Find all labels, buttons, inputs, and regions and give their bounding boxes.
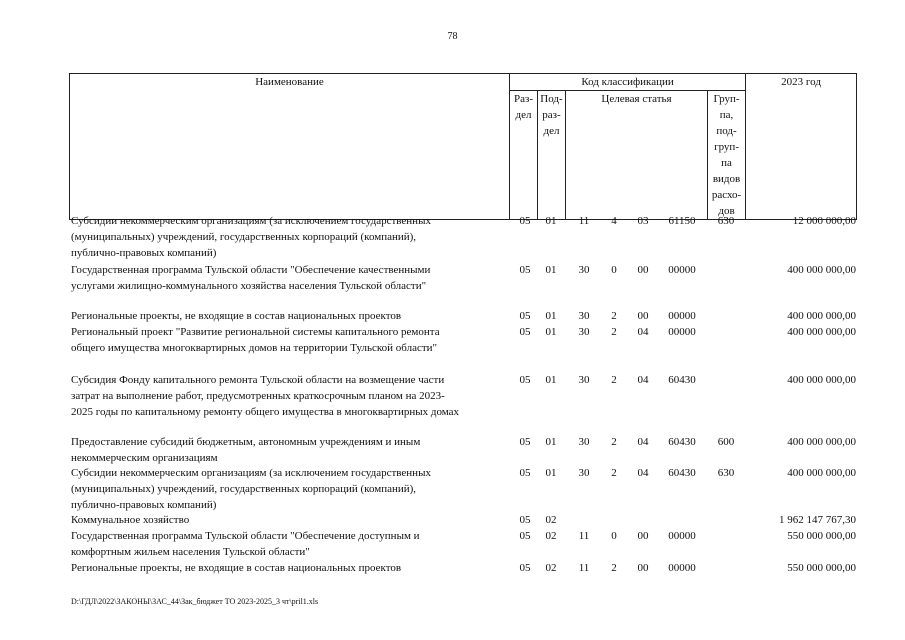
cell-razdel: 05: [519, 326, 531, 338]
cell-t3: 00: [637, 562, 649, 574]
header-razdel: Раз- дел: [510, 91, 538, 220]
cell-t4: 60430: [668, 374, 696, 386]
row-name-line: 2025 годы по капитальному ремонту общего имущества в многоквартирных домах: [71, 406, 460, 418]
cell-t2: 2: [611, 326, 617, 338]
cell-podrazdel: 01: [545, 215, 557, 227]
cell-razdel: 05: [519, 530, 531, 542]
cell-t2: 2: [611, 467, 617, 479]
row-name: [71, 465, 511, 513]
row-name-line: услугами жилищно-коммунального хозяйства населения Тульской области": [71, 280, 427, 292]
cell-amount: 400 000 000,00: [787, 264, 856, 276]
cell-t2: 2: [611, 436, 617, 448]
cell-amount: 550 000 000,00: [787, 530, 856, 542]
cell-t4: 00000: [668, 264, 696, 276]
cell-t1: 30: [578, 310, 590, 322]
row-name-line: комфортным жильем населения Тульской области": [71, 546, 310, 558]
row-name: [71, 324, 511, 356]
cell-podrazdel: 02: [545, 562, 557, 574]
cell-t3: 04: [637, 467, 649, 479]
cell-t2: 0: [611, 530, 617, 542]
cell-podrazdel: 02: [545, 530, 557, 542]
cell-amount: 400 000 000,00: [787, 436, 856, 448]
cell-razdel: 05: [519, 467, 531, 479]
cell-t4: 00000: [668, 310, 696, 322]
header-year: 2023 год: [746, 74, 857, 220]
cell-t3: 03: [637, 215, 649, 227]
row-name: [71, 308, 511, 324]
cell-t4: 60430: [668, 467, 696, 479]
cell-amount: 400 000 000,00: [787, 374, 856, 386]
row-name-line: общего имущества многоквартирных домов на территории Тульской области": [71, 342, 438, 354]
row-name-line: Региональные проекты, не входящие в состав национальных проектов: [71, 562, 402, 574]
cell-razdel: 05: [519, 215, 531, 227]
row-name-line: Региональный проект "Развитие региональной системы капитального ремонта: [71, 326, 440, 338]
cell-t2: 4: [611, 215, 617, 227]
cell-t1: 30: [578, 374, 590, 386]
row-name-line: Региональные проекты, не входящие в состав национальных проектов: [71, 310, 402, 322]
cell-t1: 30: [578, 326, 590, 338]
cell-razdel: 05: [519, 514, 531, 526]
row-name: [71, 262, 511, 294]
page-number: 78: [447, 31, 458, 42]
cell-t4: 00000: [668, 562, 696, 574]
cell-podrazdel: 02: [545, 514, 557, 526]
row-name: [71, 372, 511, 420]
cell-podrazdel: 01: [545, 326, 557, 338]
row-name-line: Предоставление субсидий бюджетным, автономным учреждениям и иным: [71, 436, 421, 448]
cell-razdel: 05: [519, 310, 531, 322]
row-name-line: (муниципальных) учреждений, государственных корпораций (компаний),: [71, 231, 417, 243]
row-name-line: затрат на выполнение работ, предусмотренных краткосрочным планом на 2023-: [71, 390, 445, 402]
cell-t3: 00: [637, 530, 649, 542]
table-header: [69, 73, 856, 217]
cell-podrazdel: 01: [545, 436, 557, 448]
cell-t1: 11: [578, 562, 590, 574]
cell-grp: 630: [717, 215, 735, 227]
row-name: [71, 512, 511, 528]
row-name-line: Государственная программа Тульской области "Обеспечение качественными: [71, 264, 431, 276]
cell-podrazdel: 01: [545, 374, 557, 386]
cell-t3: 04: [637, 436, 649, 448]
row-name-line: некоммерческим организациям: [71, 452, 218, 464]
cell-t4: 60430: [668, 436, 696, 448]
cell-razdel: 05: [519, 374, 531, 386]
row-name-line: публично-правовых компаний): [71, 499, 217, 511]
header-group: Груп- па, под- груп- па видов расхо- дов: [708, 91, 746, 220]
row-name-line: Коммунальное хозяйство: [71, 514, 190, 526]
row-name-line: Субсидии некоммерческим организациям (за исключением государственных: [71, 215, 431, 227]
row-name: [71, 434, 511, 466]
row-name-line: Субсидии некоммерческим организациям (за исключением государственных: [71, 467, 431, 479]
cell-t1: 11: [578, 530, 590, 542]
cell-t3: 04: [637, 374, 649, 386]
header-code: Код классификации: [510, 74, 746, 91]
cell-t1: 30: [578, 436, 590, 448]
row-name-line: Государственная программа Тульской области "Обеспечение доступным и: [71, 530, 420, 542]
cell-t3: 00: [637, 264, 649, 276]
cell-razdel: 05: [519, 436, 531, 448]
cell-grp: 600: [717, 436, 735, 448]
cell-amount: 400 000 000,00: [787, 467, 856, 479]
header-target: Целевая статья: [566, 91, 708, 220]
row-name-line: Субсидия Фонду капитального ремонта Тульской области на возмещение части: [71, 374, 445, 386]
row-name: [71, 560, 511, 576]
cell-amount: 400 000 000,00: [787, 310, 856, 322]
cell-t1: 11: [578, 215, 590, 227]
row-name-line: (муниципальных) учреждений, государственных корпораций (компаний),: [71, 483, 417, 495]
cell-razdel: 05: [519, 264, 531, 276]
cell-amount: 550 000 000,00: [787, 562, 856, 574]
cell-t2: 2: [611, 562, 617, 574]
cell-podrazdel: 01: [545, 310, 557, 322]
row-name: [71, 528, 511, 560]
cell-amount: 1 962 147 767,30: [779, 514, 856, 526]
cell-t4: 00000: [668, 326, 696, 338]
cell-t1: 30: [578, 467, 590, 479]
row-name-line: публично-правовых компаний): [71, 247, 217, 259]
row-name: [71, 213, 511, 261]
header-name: Наименование: [70, 74, 510, 220]
file-path: D:\ГДЛ\2022\ЗАКОНЫ\ЗАС_44\Зак_бюджет ТО 2023-2025_3 чт\pril1.xls: [71, 597, 319, 606]
cell-t1: 30: [578, 264, 590, 276]
cell-amount: 400 000 000,00: [787, 326, 856, 338]
cell-t2: 2: [611, 374, 617, 386]
cell-amount: 12 000 000,00: [792, 215, 856, 227]
cell-t3: 04: [637, 326, 649, 338]
header-podrazdel: Под- раз- дел: [538, 91, 566, 220]
cell-razdel: 05: [519, 562, 531, 574]
cell-t3: 00: [637, 310, 649, 322]
cell-t2: 2: [611, 310, 617, 322]
cell-podrazdel: 01: [545, 264, 557, 276]
cell-podrazdel: 01: [545, 467, 557, 479]
cell-t4: 00000: [668, 530, 696, 542]
cell-grp: 630: [717, 467, 735, 479]
cell-t4: 61150: [668, 215, 696, 227]
cell-t2: 0: [611, 264, 617, 276]
